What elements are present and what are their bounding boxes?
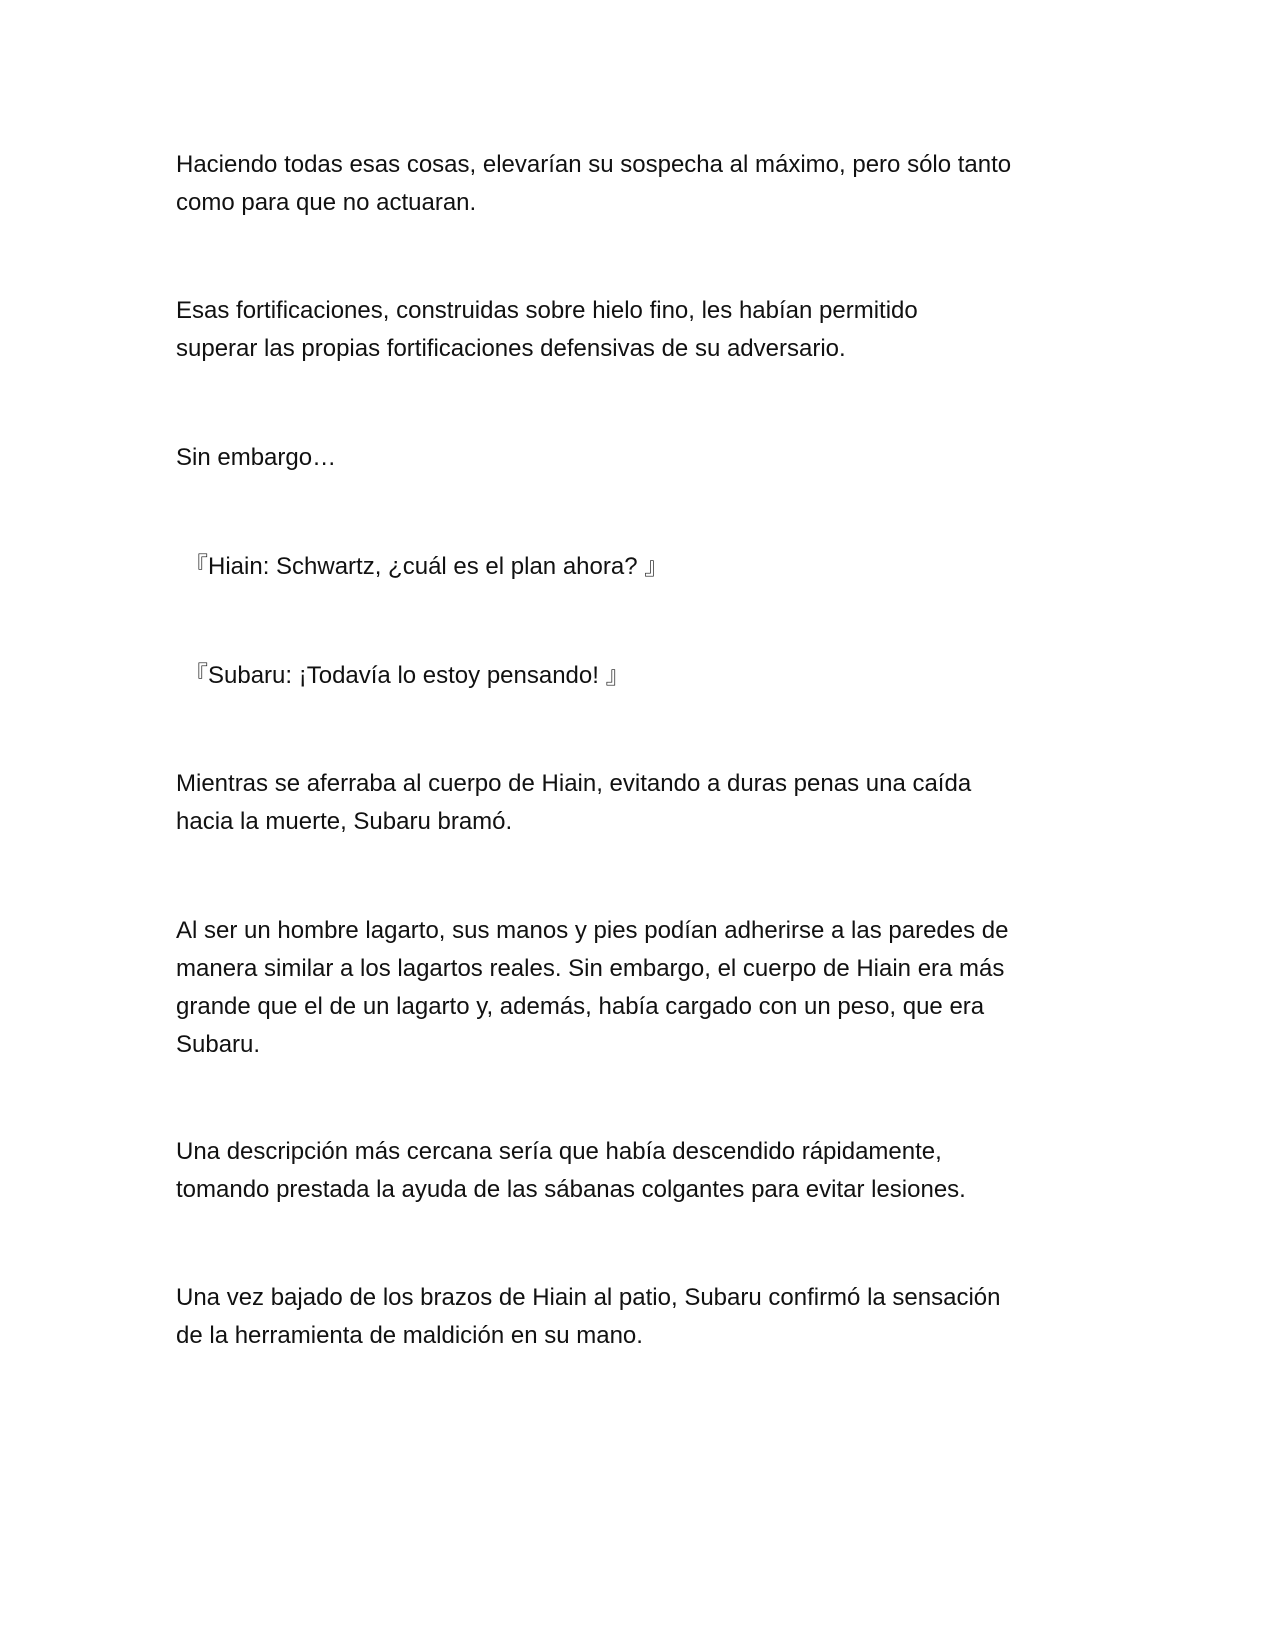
- paragraph-line: Una descripción más cercana sería que había descendido rápidamente,: [176, 1138, 942, 1165]
- paragraph-line: Sin embargo…: [176, 444, 337, 471]
- paragraph-6: [176, 765, 1106, 841]
- paragraph-9: [176, 1279, 1106, 1355]
- paragraph-line: hacia la muerte, Subaru bramó.: [176, 808, 513, 835]
- paragraph-3: [176, 439, 1106, 477]
- paragraph-line: Esas fortificaciones, construidas sobre hielo fino, les habían permitido: [176, 297, 918, 324]
- paragraph-line: Una vez bajado de los brazos de Hiain al patio, Subaru confirmó la sensación: [176, 1284, 1001, 1311]
- paragraph-1: [176, 146, 1106, 222]
- paragraph-line: manera similar a los lagartos reales. Sin embargo, el cuerpo de Hiain era más: [176, 955, 1005, 982]
- dialogue-line: 『Subaru: ¡Todavía lo estoy pensando! 』: [184, 662, 630, 689]
- paragraph-line: tomando prestada la ayuda de las sábanas colgantes para evitar lesiones.: [176, 1176, 966, 1203]
- paragraph-7: [176, 912, 1106, 1064]
- paragraph-line: de la herramienta de maldición en su mano.: [176, 1322, 643, 1349]
- paragraph-line: grande que el de un lagarto y, además, había cargado con un peso, que era: [176, 993, 985, 1020]
- paragraph-line: como para que no actuaran.: [176, 189, 477, 216]
- paragraph-8: [176, 1133, 1106, 1209]
- dialogue-hiain: [184, 548, 1114, 586]
- dialogue-line: 『Hiain: Schwartz, ¿cuál es el plan ahora? 』: [184, 553, 669, 580]
- paragraph-line: Subaru.: [176, 1031, 261, 1058]
- paragraph-line: superar las propias fortificaciones defensivas de su adversario.: [176, 335, 846, 362]
- paragraph-line: Haciendo todas esas cosas, elevarían su sospecha al máximo, pero sólo tanto: [176, 151, 1012, 178]
- paragraph-line: Al ser un hombre lagarto, sus manos y pies podían adherirse a las paredes de: [176, 917, 1009, 944]
- paragraph-2: [176, 292, 1106, 368]
- dialogue-subaru: [184, 657, 1114, 695]
- paragraph-line: Mientras se aferraba al cuerpo de Hiain, evitando a duras penas una caída: [176, 770, 972, 797]
